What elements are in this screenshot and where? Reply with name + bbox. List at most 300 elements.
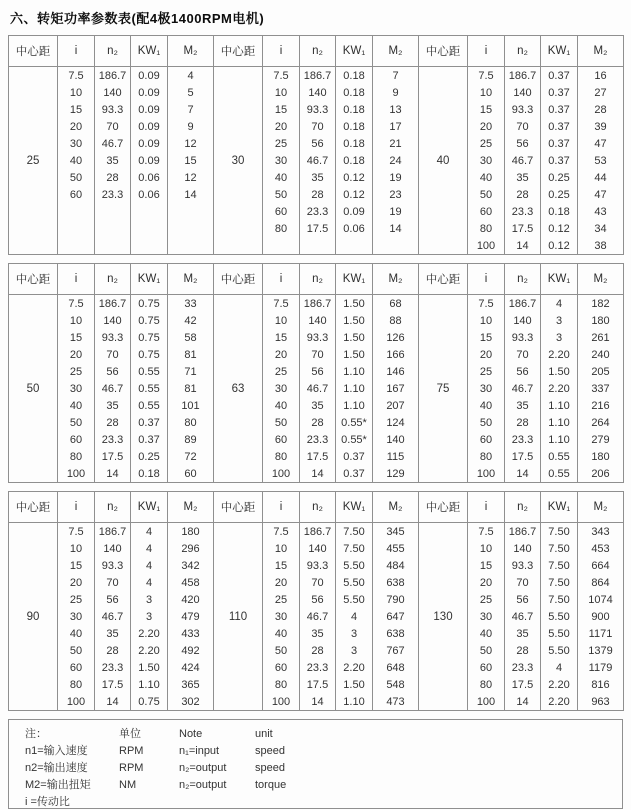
cell-m2: 424 <box>168 659 214 676</box>
cell-ratio-i: 7.5 <box>468 523 505 541</box>
cell-kw1: 0.09 <box>131 101 168 118</box>
cell-ratio-i: 20 <box>468 346 505 363</box>
cell-m2 <box>168 203 214 220</box>
cell-kw1: 2.20 <box>541 676 578 693</box>
cell-m2: 126 <box>373 329 419 346</box>
cell-m2: 180 <box>578 312 624 329</box>
cell-kw1: 0.09 <box>336 203 373 220</box>
table-row <box>9 169 624 186</box>
cell-ratio-i: 7.5 <box>263 67 300 85</box>
cell-n2: 46.7 <box>300 380 336 397</box>
col-kw1: KW₁ <box>131 492 168 523</box>
note-cell: n₁=input <box>179 745 220 757</box>
col-center-distance: 中心距 <box>419 36 468 67</box>
cell-n2: 186.7 <box>505 67 541 85</box>
cell-n2: 23.3 <box>300 659 336 676</box>
cell-ratio-i: 30 <box>468 152 505 169</box>
col-center-distance: 中心距 <box>419 492 468 523</box>
cell-m2: 343 <box>578 523 624 541</box>
cell-kw1: 1.10 <box>541 431 578 448</box>
table-row <box>9 220 624 237</box>
cell-ratio-i: 60 <box>58 186 95 203</box>
cell-m2: 140 <box>373 431 419 448</box>
cell-ratio-i: 60 <box>263 203 300 220</box>
center-distance-value: 25 <box>9 67 58 255</box>
cell-m2: 648 <box>373 659 419 676</box>
table-row <box>9 693 624 711</box>
cell-n2: 93.3 <box>95 101 131 118</box>
center-distance-value: 75 <box>419 295 468 483</box>
col-m2: M₂ <box>373 492 419 523</box>
cell-ratio-i: 60 <box>58 659 95 676</box>
cell-m2: 180 <box>578 448 624 465</box>
cell-n2: 23.3 <box>300 203 336 220</box>
cell-kw1: 1.50 <box>336 329 373 346</box>
cell-kw1: 0.18 <box>336 118 373 135</box>
cell-ratio-i: 80 <box>263 676 300 693</box>
cell-kw1: 0.18 <box>336 84 373 101</box>
cell-m2: 9 <box>373 84 419 101</box>
cell-m2: 15 <box>168 152 214 169</box>
cell-m2: 337 <box>578 380 624 397</box>
cell-kw1: 3 <box>541 329 578 346</box>
cell-ratio-i: 50 <box>263 642 300 659</box>
col-m2: M₂ <box>578 492 624 523</box>
cell-kw1: 5.50 <box>336 591 373 608</box>
table-row <box>9 414 624 431</box>
table-row <box>9 448 624 465</box>
cell-kw1: 0.37 <box>336 448 373 465</box>
cell-kw1: 0.18 <box>131 465 168 483</box>
cell-kw1: 1.50 <box>336 346 373 363</box>
cell-n2: 28 <box>300 642 336 659</box>
cell-n2: 93.3 <box>300 329 336 346</box>
notes-box <box>8 719 623 809</box>
cell-kw1: 0.75 <box>131 693 168 711</box>
cell-m2: 27 <box>578 84 624 101</box>
cell-kw1: 4 <box>541 295 578 313</box>
col-center-distance: 中心距 <box>214 492 263 523</box>
cell-kw1: 2.20 <box>131 625 168 642</box>
note-cell: speed <box>255 762 285 774</box>
cell-kw1: 1.50 <box>336 312 373 329</box>
cell-n2: 28 <box>95 169 131 186</box>
col-center-distance: 中心距 <box>419 264 468 295</box>
cell-n2: 93.3 <box>300 101 336 118</box>
cell-m2: 72 <box>168 448 214 465</box>
cell-kw1: 0.75 <box>131 346 168 363</box>
cell-ratio-i: 50 <box>468 414 505 431</box>
table-row <box>9 574 624 591</box>
col-n2: n₂ <box>300 36 336 67</box>
cell-m2: 455 <box>373 540 419 557</box>
cell-kw1: 0.12 <box>541 220 578 237</box>
table-row <box>9 625 624 642</box>
cell-n2: 70 <box>505 346 541 363</box>
header-row <box>9 36 624 67</box>
cell-n2: 17.5 <box>95 676 131 693</box>
cell-n2: 140 <box>505 84 541 101</box>
cell-kw1: 0.09 <box>131 152 168 169</box>
cell-kw1: 1.10 <box>541 397 578 414</box>
col-m2: M₂ <box>373 264 419 295</box>
table-row <box>9 431 624 448</box>
cell-ratio-i: 30 <box>468 608 505 625</box>
cell-m2: 19 <box>373 169 419 186</box>
cell-ratio-i: 50 <box>58 414 95 431</box>
cell-ratio-i: 15 <box>468 329 505 346</box>
cell-kw1: 7.50 <box>336 523 373 541</box>
cell-kw1: 7.50 <box>541 540 578 557</box>
cell-n2: 14 <box>505 237 541 255</box>
cell-n2: 56 <box>300 363 336 380</box>
cell-kw1: 0.06 <box>131 169 168 186</box>
cell-n2: 28 <box>300 414 336 431</box>
cell-m2: 767 <box>373 642 419 659</box>
cell-m2: 1074 <box>578 591 624 608</box>
cell-kw1: 0.18 <box>336 67 373 85</box>
cell-kw1: 1.10 <box>541 414 578 431</box>
cell-kw1: 4 <box>336 608 373 625</box>
col-kw1: KW₁ <box>131 264 168 295</box>
cell-m2: 34 <box>578 220 624 237</box>
cell-n2: 140 <box>300 312 336 329</box>
cell-ratio-i: 20 <box>263 346 300 363</box>
cell-kw1: 0.75 <box>131 295 168 313</box>
cell-ratio-i: 15 <box>468 557 505 574</box>
cell-n2: 56 <box>300 135 336 152</box>
cell-m2: 43 <box>578 203 624 220</box>
cell-m2: 302 <box>168 693 214 711</box>
cell-m2: 453 <box>578 540 624 557</box>
table-row <box>9 540 624 557</box>
cell-ratio-i: 60 <box>263 431 300 448</box>
cell-ratio-i: 40 <box>468 625 505 642</box>
cell-kw1: 2.20 <box>541 346 578 363</box>
col-n2: n₂ <box>505 36 541 67</box>
cell-kw1: 0.25 <box>541 169 578 186</box>
cell-m2: 264 <box>578 414 624 431</box>
cell-kw1: 0.09 <box>131 84 168 101</box>
cell-ratio-i: 50 <box>263 414 300 431</box>
param-table-3 <box>8 491 624 711</box>
note-cell: NM <box>119 779 137 791</box>
cell-m2: 124 <box>373 414 419 431</box>
cell-m2: 39 <box>578 118 624 135</box>
cell-n2: 46.7 <box>505 152 541 169</box>
cell-n2 <box>95 220 131 237</box>
cell-n2: 70 <box>300 574 336 591</box>
col-m2: M₂ <box>168 264 214 295</box>
cell-kw1: 0.55* <box>336 414 373 431</box>
cell-ratio-i: 15 <box>58 329 95 346</box>
cell-ratio-i: 30 <box>263 380 300 397</box>
cell-m2: 129 <box>373 465 419 483</box>
cell-ratio-i: 10 <box>58 312 95 329</box>
col-m2: M₂ <box>578 36 624 67</box>
note-cell: Note <box>179 728 203 740</box>
cell-ratio-i <box>58 220 95 237</box>
table-row <box>9 608 624 625</box>
cell-n2: 70 <box>505 574 541 591</box>
cell-kw1: 5.50 <box>541 608 578 625</box>
cell-n2: 35 <box>95 625 131 642</box>
cell-kw1: 0.06 <box>131 186 168 203</box>
col-center-distance: 中心距 <box>9 492 58 523</box>
cell-m2: 647 <box>373 608 419 625</box>
cell-kw1: 0.55* <box>336 431 373 448</box>
col-m2: M₂ <box>168 36 214 67</box>
cell-n2: 28 <box>95 414 131 431</box>
cell-ratio-i: 7.5 <box>468 295 505 313</box>
cell-ratio-i: 50 <box>468 642 505 659</box>
note-cell <box>255 794 622 810</box>
cell-ratio-i: 100 <box>58 693 95 711</box>
cell-n2: 28 <box>505 414 541 431</box>
cell-kw1 <box>131 220 168 237</box>
cell-ratio-i: 40 <box>58 152 95 169</box>
cell-kw1: 1.50 <box>541 363 578 380</box>
cell-n2: 23.3 <box>95 431 131 448</box>
cell-m2: 864 <box>578 574 624 591</box>
cell-ratio-i: 7.5 <box>58 67 95 85</box>
cell-kw1: 4 <box>541 659 578 676</box>
cell-n2: 56 <box>300 591 336 608</box>
cell-m2: 638 <box>373 574 419 591</box>
cell-m2: 261 <box>578 329 624 346</box>
cell-kw1: 5.50 <box>541 642 578 659</box>
cell-ratio-i: 7.5 <box>58 523 95 541</box>
cell-kw1: 0.75 <box>131 312 168 329</box>
cell-n2: 14 <box>300 465 336 483</box>
cell-kw1: 7.50 <box>541 591 578 608</box>
note-cell: M2=输出扭矩 <box>25 779 91 791</box>
cell-kw1: 0.25 <box>541 186 578 203</box>
cell-kw1: 0.18 <box>541 203 578 220</box>
cell-m2: 47 <box>578 186 624 203</box>
table-row <box>9 676 624 693</box>
note-cell <box>119 794 179 810</box>
cell-ratio-i: 100 <box>263 693 300 711</box>
cell-n2: 70 <box>300 118 336 135</box>
cell-n2: 23.3 <box>505 431 541 448</box>
cell-m2: 182 <box>578 295 624 313</box>
page-title: 六、转矩功率参数表(配4极1400RPM电机) <box>10 11 265 26</box>
cell-m2: 963 <box>578 693 624 711</box>
col-ratio-i: i <box>58 264 95 295</box>
col-ratio-i: i <box>58 36 95 67</box>
note-row <box>25 760 622 777</box>
cell-kw1: 0.37 <box>541 135 578 152</box>
cell-ratio-i: 100 <box>58 465 95 483</box>
cell-ratio-i: 60 <box>468 659 505 676</box>
cell-ratio-i: 50 <box>468 186 505 203</box>
cell-ratio-i: 15 <box>263 557 300 574</box>
cell-kw1: 5.50 <box>541 625 578 642</box>
cell-n2: 93.3 <box>95 329 131 346</box>
cell-n2: 14 <box>505 465 541 483</box>
cell-m2: 4 <box>168 67 214 85</box>
cell-kw1: 0.37 <box>541 67 578 85</box>
cell-n2: 186.7 <box>505 295 541 313</box>
cell-n2: 35 <box>300 169 336 186</box>
cell-n2: 140 <box>95 540 131 557</box>
cell-n2 <box>95 203 131 220</box>
cell-n2: 140 <box>505 540 541 557</box>
cell-n2 <box>95 237 131 255</box>
cell-kw1: 1.10 <box>336 380 373 397</box>
cell-ratio-i: 80 <box>58 676 95 693</box>
cell-n2: 35 <box>300 625 336 642</box>
cell-kw1: 3 <box>541 312 578 329</box>
cell-ratio-i <box>58 237 95 255</box>
cell-m2: 166 <box>373 346 419 363</box>
header-row <box>9 492 624 523</box>
cell-kw1: 0.37 <box>541 118 578 135</box>
cell-n2: 46.7 <box>95 608 131 625</box>
cell-ratio-i: 80 <box>263 220 300 237</box>
param-table-1 <box>8 35 624 255</box>
col-ratio-i: i <box>468 492 505 523</box>
cell-m2: 205 <box>578 363 624 380</box>
cell-m2: 167 <box>373 380 419 397</box>
cell-ratio-i: 20 <box>468 118 505 135</box>
table-row <box>9 380 624 397</box>
cell-ratio-i: 40 <box>263 625 300 642</box>
cell-kw1: 0.55 <box>131 397 168 414</box>
cell-kw1: 2.20 <box>336 659 373 676</box>
cell-m2: 296 <box>168 540 214 557</box>
col-n2: n₂ <box>95 492 131 523</box>
col-kw1: KW₁ <box>336 36 373 67</box>
cell-ratio-i: 40 <box>58 397 95 414</box>
cell-m2: 19 <box>373 203 419 220</box>
cell-ratio-i: 10 <box>58 540 95 557</box>
cell-n2: 35 <box>505 625 541 642</box>
cell-kw1: 0.37 <box>131 414 168 431</box>
col-n2: n₂ <box>505 492 541 523</box>
cell-kw1: 1.50 <box>336 295 373 313</box>
cell-kw1: 7.50 <box>336 540 373 557</box>
cell-kw1: 0.37 <box>336 465 373 483</box>
table-row <box>9 557 624 574</box>
cell-kw1: 0.55 <box>541 448 578 465</box>
cell-ratio-i: 30 <box>58 380 95 397</box>
param-table-2 <box>8 263 624 483</box>
cell-n2: 23.3 <box>505 203 541 220</box>
cell-ratio-i: 15 <box>58 557 95 574</box>
cell-m2: 60 <box>168 465 214 483</box>
cell-ratio-i: 20 <box>58 118 95 135</box>
center-distance-value: 30 <box>214 67 263 255</box>
cell-kw1: 0.55 <box>541 465 578 483</box>
cell-kw1: 0.55 <box>131 380 168 397</box>
cell-m2 <box>168 237 214 255</box>
center-distance-value: 130 <box>419 523 468 711</box>
table-row <box>9 295 624 313</box>
cell-ratio-i: 25 <box>468 135 505 152</box>
cell-n2: 46.7 <box>300 152 336 169</box>
cell-ratio-i: 7.5 <box>263 295 300 313</box>
col-n2: n₂ <box>95 264 131 295</box>
cell-m2: 81 <box>168 380 214 397</box>
cell-m2: 14 <box>168 186 214 203</box>
cell-n2: 140 <box>95 84 131 101</box>
cell-n2: 14 <box>300 693 336 711</box>
cell-n2: 46.7 <box>505 380 541 397</box>
cell-n2: 93.3 <box>505 557 541 574</box>
cell-n2: 46.7 <box>300 608 336 625</box>
cell-ratio-i: 20 <box>468 574 505 591</box>
cell-m2: 5 <box>168 84 214 101</box>
cell-n2: 28 <box>505 186 541 203</box>
cell-n2: 23.3 <box>95 659 131 676</box>
cell-n2: 56 <box>505 135 541 152</box>
cell-kw1: 4 <box>131 557 168 574</box>
cell-ratio-i: 80 <box>263 448 300 465</box>
cell-kw1: 0.12 <box>336 169 373 186</box>
cell-ratio-i: 60 <box>468 203 505 220</box>
cell-kw1: 7.50 <box>541 523 578 541</box>
cell-m2: 53 <box>578 152 624 169</box>
center-distance-value: 63 <box>214 295 263 483</box>
center-distance-value: 110 <box>214 523 263 711</box>
cell-n2: 28 <box>505 642 541 659</box>
cell-ratio-i: 25 <box>468 591 505 608</box>
table-row <box>9 152 624 169</box>
cell-n2: 17.5 <box>300 220 336 237</box>
cell-n2: 70 <box>300 346 336 363</box>
cell-kw1: 0.12 <box>336 186 373 203</box>
cell-n2: 14 <box>95 465 131 483</box>
cell-ratio-i: 80 <box>468 220 505 237</box>
cell-ratio-i: 50 <box>263 186 300 203</box>
cell-ratio-i: 25 <box>58 363 95 380</box>
cell-n2: 23.3 <box>505 659 541 676</box>
col-kw1: KW₁ <box>541 36 578 67</box>
cell-m2: 638 <box>373 625 419 642</box>
cell-m2: 790 <box>373 591 419 608</box>
note-cell: RPM <box>119 745 144 757</box>
cell-n2: 70 <box>505 118 541 135</box>
center-distance-value: 50 <box>9 295 58 483</box>
cell-kw1: 1.50 <box>336 676 373 693</box>
cell-ratio-i: 80 <box>468 448 505 465</box>
cell-ratio-i: 100 <box>468 465 505 483</box>
col-kw1: KW₁ <box>541 492 578 523</box>
cell-kw1: 5.50 <box>336 557 373 574</box>
col-center-distance: 中心距 <box>9 264 58 295</box>
cell-m2: 68 <box>373 295 419 313</box>
col-ratio-i: i <box>263 36 300 67</box>
table-row <box>9 659 624 676</box>
note-cell: n2=输出速度 <box>25 762 88 774</box>
cell-m2: 81 <box>168 346 214 363</box>
table-row <box>9 329 624 346</box>
cell-kw1 <box>131 237 168 255</box>
cell-m2: 44 <box>578 169 624 186</box>
col-center-distance: 中心距 <box>214 36 263 67</box>
col-m2: M₂ <box>578 264 624 295</box>
cell-ratio-i: 50 <box>58 642 95 659</box>
col-ratio-i: i <box>263 264 300 295</box>
cell-kw1: 1.10 <box>336 363 373 380</box>
cell-n2: 35 <box>505 169 541 186</box>
cell-m2 <box>373 237 419 255</box>
cell-n2: 14 <box>505 693 541 711</box>
cell-ratio-i: 10 <box>468 84 505 101</box>
cell-ratio-i: 60 <box>263 659 300 676</box>
